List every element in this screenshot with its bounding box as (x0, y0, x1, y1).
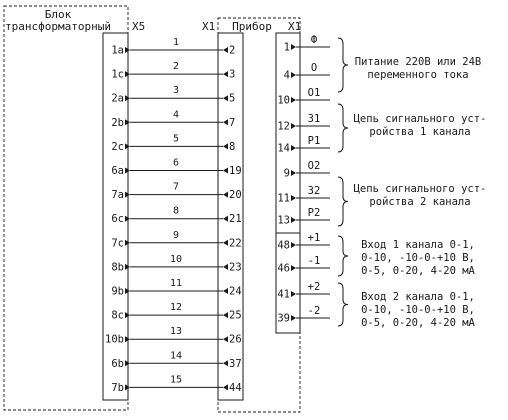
annotation-text-line: переменного тока (367, 69, 469, 81)
device-signal-label: +1 (307, 232, 321, 244)
annotation-text-line: Вход 1 канала 0-1, (361, 239, 475, 251)
transformer-block-title-line1: Блок (44, 8, 72, 21)
device-signal-label: -1 (307, 255, 321, 267)
annotation-group (338, 177, 486, 226)
device-pin-number: 4 (283, 69, 290, 82)
x1-pin-arrow (223, 312, 228, 318)
device-pin-arrow (291, 242, 296, 248)
x1-pin-label: 5 (229, 92, 236, 105)
device-pin-arrow (291, 97, 296, 103)
curly-brace (338, 236, 348, 276)
annotation-group (338, 283, 476, 329)
x1-pin-label: 19 (229, 165, 242, 177)
device-signal-label: Р1 (307, 135, 321, 147)
device-signal-label: О1 (307, 87, 321, 99)
x5-pin-label: 9b (111, 285, 124, 298)
device-pin-number: 1 (283, 41, 290, 54)
x1-pin-label: 37 (229, 357, 242, 370)
x1-pin-label: 3 (229, 68, 236, 81)
curly-brace (338, 177, 348, 226)
device-pin-arrow (291, 123, 296, 129)
x1-pin-arrow (223, 168, 228, 174)
annotation-text-line: Вход 2 канала 0-1, (361, 291, 475, 303)
x1-pin-label: 26 (229, 333, 242, 346)
wire-row (111, 37, 235, 57)
device-signal-label: -2 (307, 305, 321, 317)
wire-number: 11 (169, 278, 183, 289)
annotation-text-line: Питание 220В или 24В (354, 56, 482, 68)
annotation-text-line: ройства 2 канала (369, 196, 471, 208)
device-terminal (277, 207, 330, 227)
x1-pin-label: 2 (229, 44, 236, 57)
device-pin-arrow (291, 44, 296, 50)
x1-pin-label: 21 (229, 213, 242, 226)
x1-pin-label: 20 (229, 189, 242, 202)
wire-number: 15 (169, 374, 183, 386)
x5-pin-label: 7a (111, 189, 124, 202)
x1-left-connector-label: X1 (202, 20, 216, 33)
annotation-text-line: Цепь сигнального уст- (353, 113, 487, 125)
x1-pin-label: 23 (229, 261, 242, 274)
wire-number: 5 (172, 133, 180, 145)
wire-number: 7 (172, 181, 180, 193)
curly-brace (338, 38, 348, 92)
wire-row (111, 254, 241, 274)
device-pin-number: 39 (277, 312, 290, 325)
annotation-text-line: 0-10, -10-0-+10 В, (361, 252, 475, 264)
x5-pin-label: 6a (111, 165, 124, 177)
device-pin-arrow (291, 217, 296, 223)
wire-row (111, 61, 235, 81)
x1-pin-arrow (223, 143, 228, 149)
wire-number: 4 (172, 109, 180, 121)
x1-pin-label: 24 (229, 285, 242, 298)
device-signal-label: Р2 (307, 207, 321, 219)
wire-row (111, 302, 241, 322)
wire-row (111, 350, 241, 370)
transformer-block-outline (4, 6, 128, 410)
wire-row (111, 109, 235, 129)
x5-pin-label: 1a (111, 44, 124, 57)
device-pin-arrow (291, 170, 296, 176)
x1-pin-label: 22 (229, 237, 242, 250)
x1-pin-label: 8 (229, 140, 236, 153)
wire-number: 9 (172, 229, 180, 241)
curly-brace (338, 283, 348, 326)
annotation-group (338, 104, 486, 152)
device-terminal (277, 87, 330, 107)
x1-right-connector-label: X1 (288, 20, 302, 33)
x1-pin-arrow (223, 95, 228, 101)
device-terminals-layer (277, 34, 330, 325)
x5-pin-label: 8b (111, 261, 124, 274)
wire-number: 10 (169, 253, 183, 265)
wire-row (111, 230, 241, 250)
annotation-text-line: 0-5, 0-20, 4-20 мА (361, 317, 475, 329)
wire-number: 8 (172, 205, 180, 217)
wire-row (105, 326, 242, 346)
device-terminal (284, 160, 330, 180)
x1-pin-label: 44 (229, 381, 242, 394)
device-pin-number: 11 (277, 192, 290, 205)
device-signal-label: З2 (307, 185, 321, 197)
x1-pin-arrow (223, 47, 228, 53)
wire-number: 3 (172, 85, 180, 97)
annotation-text-line: ройства 1 канала (369, 126, 471, 138)
device-pin-arrow (291, 195, 296, 201)
x1-pin-arrow (223, 240, 228, 246)
wires-layer (105, 37, 242, 394)
device-pin-number: 41 (277, 288, 290, 301)
annotation-text-line: 0-5, 0-20, 4-20 мА (361, 265, 475, 277)
wire-row (111, 85, 235, 105)
wire-number: 6 (172, 157, 180, 169)
x1-pin-arrow (223, 192, 228, 198)
device-signal-label: О (310, 62, 318, 74)
device-pin-number: 13 (277, 214, 290, 227)
x1-pin-arrow (223, 119, 228, 125)
wire-number: 2 (172, 61, 180, 73)
x5-pin-label: 10b (105, 333, 124, 346)
device-pin-arrow (291, 315, 296, 321)
x5-connector-label: X5 (132, 20, 146, 33)
device-terminal (284, 62, 330, 82)
x5-pin-label: 2a (111, 92, 124, 105)
x1-pin-arrow (223, 71, 228, 77)
transformer-block-title-line2: трансформаторный (5, 20, 111, 33)
device-signal-label: О2 (307, 160, 321, 172)
wire-row (111, 278, 241, 298)
wire-row (111, 182, 241, 202)
x5-pin-label: 6b (111, 357, 124, 370)
device-signal-label: Ф (310, 34, 318, 46)
device-title: Прибор (232, 20, 272, 33)
wire-number: 14 (169, 350, 183, 362)
x5-pin-label: 8c (111, 309, 124, 322)
x1-pin-arrow (223, 336, 228, 342)
wire-row (111, 206, 241, 226)
annotation-group (338, 236, 476, 277)
x1-pin-arrow (223, 264, 228, 270)
device-pin-number: 48 (277, 239, 290, 252)
annotation-text-line: 0-10, -10-0-+10 В, (361, 304, 475, 316)
x5-pin-label: 7b (111, 381, 124, 394)
wire-number: 12 (169, 302, 183, 314)
x1-pin-arrow (223, 216, 228, 222)
x1-pin-label: 7 (229, 116, 236, 129)
x1-pin-arrow (223, 384, 228, 390)
x5-pin-label: 6c (111, 213, 124, 226)
device-signal-label: +2 (307, 281, 321, 293)
device-pin-arrow (291, 72, 296, 78)
device-pin-number: 12 (277, 120, 290, 133)
device-terminal (277, 281, 330, 301)
wire-row (111, 158, 241, 178)
curly-brace (338, 104, 348, 152)
device-pin-number: 9 (283, 167, 290, 180)
annotation-group (338, 38, 481, 92)
device-pin-arrow (291, 145, 296, 151)
x5-pin-label: 1c (111, 68, 124, 81)
x1-pin-arrow (223, 288, 228, 294)
device-terminal (284, 34, 330, 54)
device-terminal (277, 255, 330, 275)
device-signal-label: З1 (307, 113, 321, 125)
device-pin-arrow (291, 265, 296, 271)
wire-number: 1 (172, 37, 180, 48)
device-pin-number: 14 (277, 142, 290, 155)
x1-pin-label: 25 (229, 309, 242, 322)
device-terminal (277, 113, 330, 133)
device-pin-number: 10 (277, 94, 290, 107)
wire-row (111, 374, 241, 394)
x5-pin-label: 7c (111, 237, 124, 250)
annotation-groups-layer (338, 38, 486, 329)
wire-row (111, 133, 235, 153)
wire-number: 13 (169, 326, 183, 338)
device-terminal (277, 185, 330, 205)
x5-pin-label: 2c (111, 140, 124, 153)
device-pin-number: 46 (277, 262, 290, 275)
annotation-text-line: Цепь сигнального уст- (353, 183, 487, 195)
device-terminal (277, 305, 330, 325)
device-pin-arrow (291, 291, 296, 297)
device-terminal (277, 232, 330, 252)
x5-pin-label: 2b (111, 116, 124, 129)
x1-pin-arrow (223, 360, 228, 366)
device-terminal (277, 135, 330, 155)
